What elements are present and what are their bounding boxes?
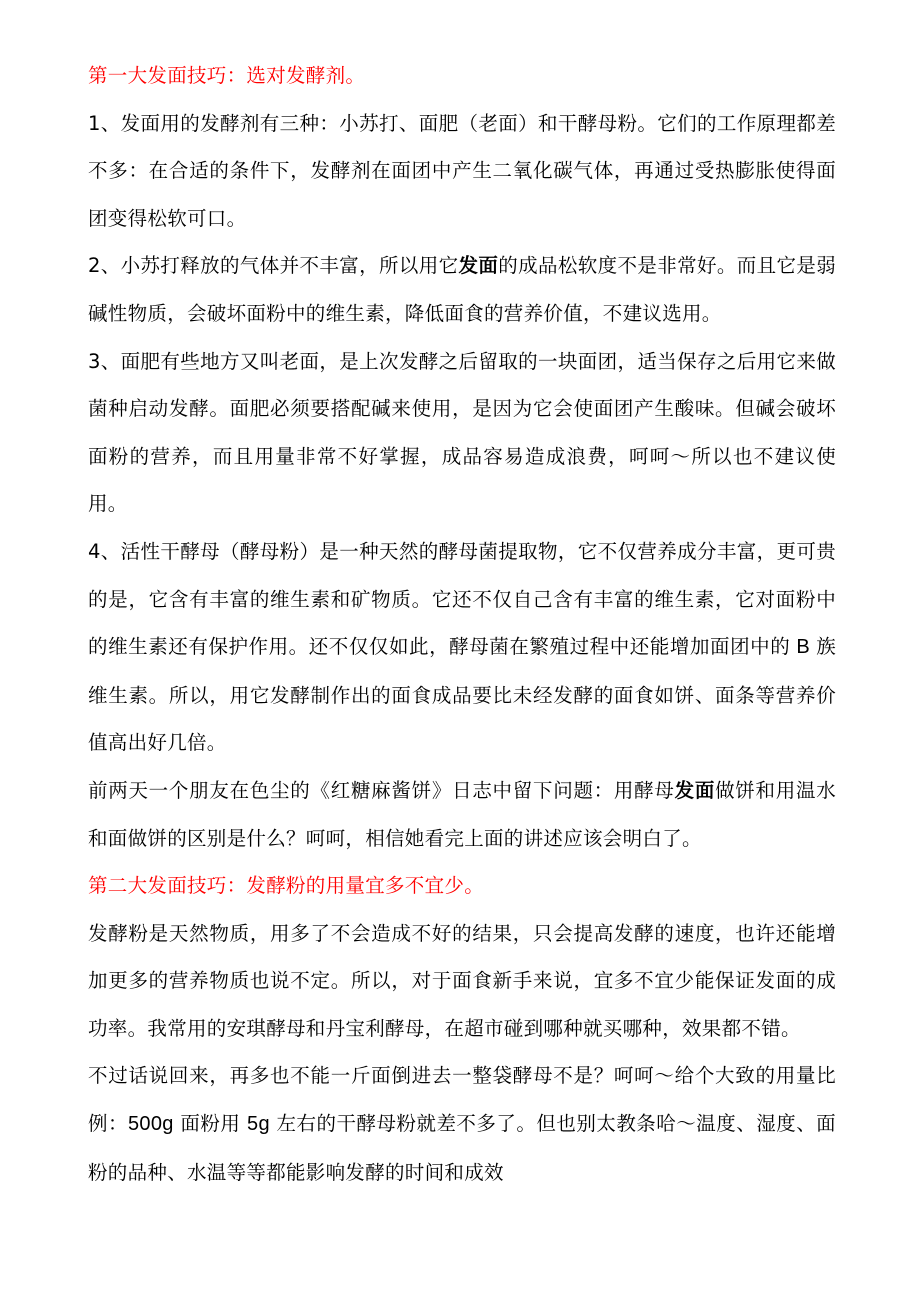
text-run: 2、小苏打释放的气体并不丰富，所以用它 bbox=[88, 254, 459, 278]
section-heading-1: 第一大发面技巧：选对发酵剂。 bbox=[88, 64, 366, 87]
latin-text: 5g bbox=[247, 1113, 270, 1136]
latin-text: 500g bbox=[127, 1113, 174, 1136]
text-run: 做饼和用温水和面做饼的区别是什么？呵呵，相信她看完上面的讲述应该会明白了。 bbox=[88, 778, 836, 850]
text-run: 4、活性干酵母（酵母粉）是一种天然的酵母菌提取物，它不仅营养成分丰富，更可贵的是，它含有丰富的维生素和矿物质。它还不仅自己含有丰富的维生素，它对面粉中的维生素还有保护作用。还不仅仅如此，酵母菌在繁殖过程中还能增加面团中的 bbox=[88, 539, 836, 659]
section-heading-2: 第二大发面技巧：发酵粉的用量宜多不宜少。 bbox=[88, 874, 485, 898]
text-run: 不过话说回来，再多也不能一斤面倒进去一整袋酵母不是？呵呵～给个大致的用量比例： bbox=[88, 1064, 836, 1136]
text-run: 的成品松软度不是非常好。而且它是弱碱性物质，会破坏面粉中的维生素，降低面食的营养价值，不建议选用。 bbox=[88, 254, 836, 325]
document-page bbox=[88, 52, 836, 1196]
paragraph-old-dough: 3、面肥有些地方又叫老面，是上次发酵之后留取的一块面团，适当保存之后用它来做菌种启动发酵。面肥必须要搭配碱来使用，是因为它会使面团产生酸味。但碱会破坏面粉的营养，而且用量非常不好掌握，成品容易造成浪费，呵呵～所以也不建议使用。 bbox=[88, 349, 836, 516]
paragraph-yeast-amount: 发酵粉是天然物质，用多了不会造成不好的结果，只会提高发酵的速度，也许还能增加更多的营养物质也说不定。所以，对于面食新手来说，宜多不宜少能保证发面的成功率。我常用的安琪酵母和丹宝利酵母，在超市碰到哪种就买哪种，效果都不错。 bbox=[88, 921, 836, 1040]
bold-keyword: 发面 bbox=[458, 254, 499, 278]
paragraph-leavening-agents: 1、发面用的发酵剂有三种：小苏打、面肥（老面）和干酵母粉。它们的工作原理都差不多：在合适的条件下，发酵剂在面团中产生二氧化碳气体，再通过受热膨胀使得面团变得松软可口。 bbox=[88, 111, 836, 230]
paragraph-dry-yeast bbox=[88, 528, 836, 767]
text-run: 左右的干酵母粉就差不多了。但也别太教条哈～温度、湿度、面粉的品种、水温等等都能影响发酵的时间和成效 bbox=[88, 1112, 836, 1184]
paragraph-friend-question bbox=[88, 767, 836, 862]
bold-keyword: 发面 bbox=[674, 778, 716, 802]
paragraph-baking-soda bbox=[88, 242, 836, 337]
text-run: 前两天一个朋友在色尘的《红糖麻酱饼》日志中留下问题：用酵母 bbox=[88, 778, 675, 802]
text-run: 面粉用 bbox=[173, 1112, 248, 1136]
paragraph-ratio bbox=[88, 1052, 836, 1196]
text-run: 族维生素。所以，用它发酵制作出的面食成品要比未经发酵的面食如饼、面条等营养价值高出好几倍。 bbox=[88, 635, 836, 755]
latin-text: B bbox=[790, 636, 817, 659]
